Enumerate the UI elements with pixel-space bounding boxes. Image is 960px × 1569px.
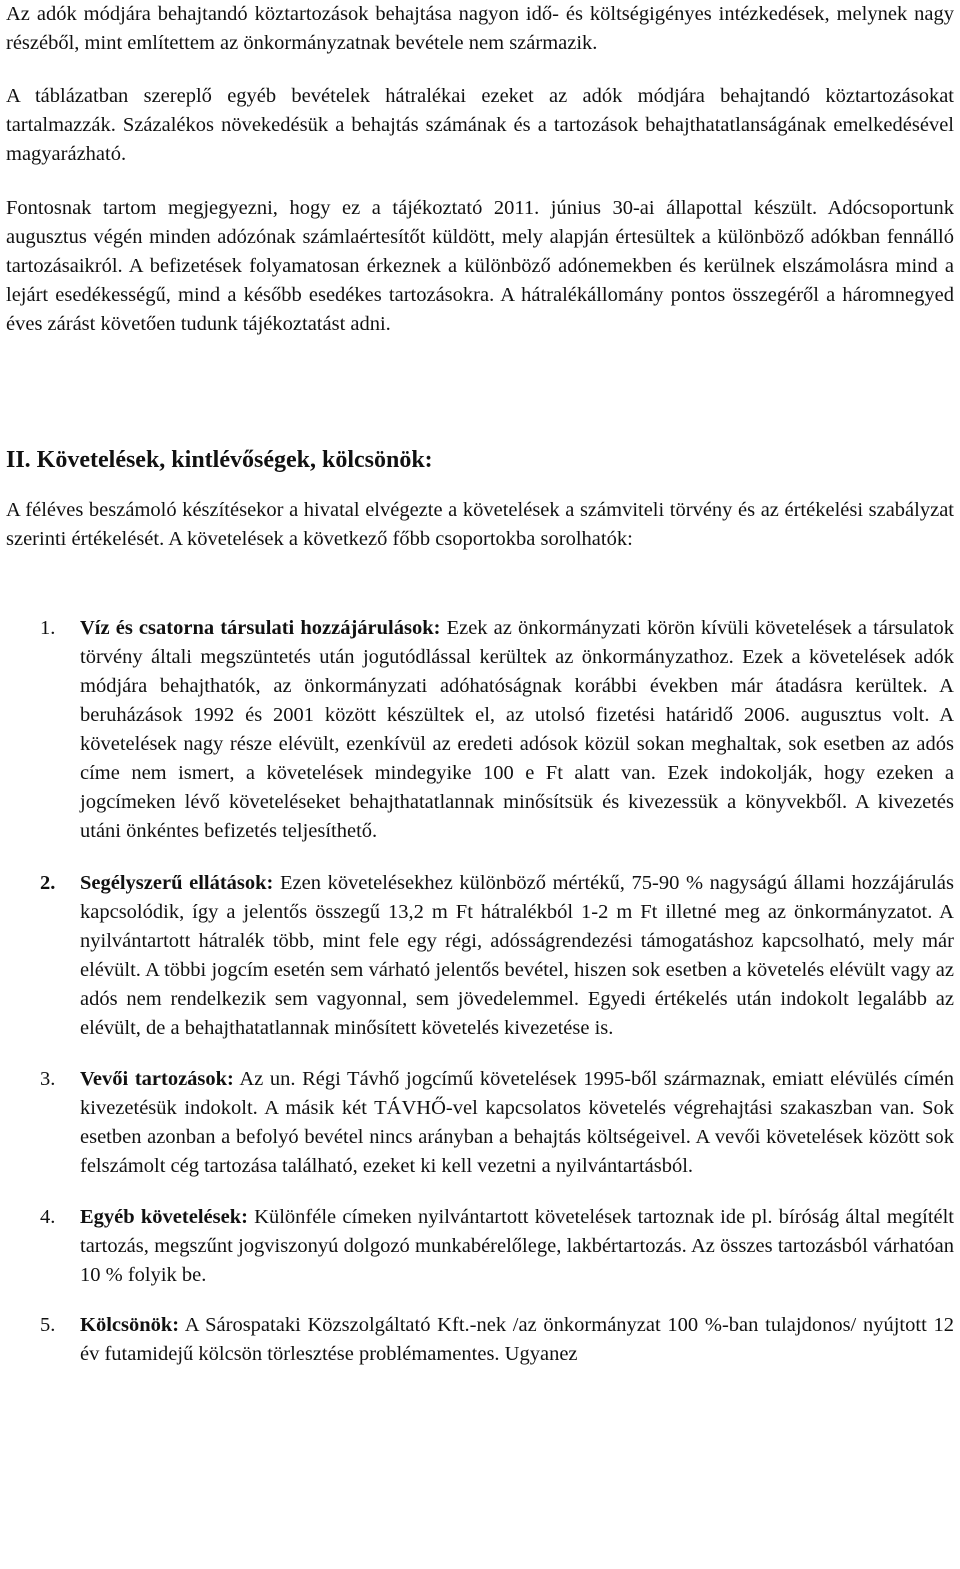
list-item-body [80,1311,954,1369]
list-item-title: Kölcsönök: [80,1314,180,1336]
list-item-viz-csatorna [6,614,954,846]
list-item-kolcsonok [6,1311,954,1369]
list-item-body [80,1203,954,1290]
section-heading: II. Követelések, kintlévőségek, kölcsönök: [6,447,433,473]
list-item-text: Különféle címeken nyilvántartott követelések tartoznak ide pl. bíróság által megítélt tartozás, megszűnt jogviszonyú dolgozó munkabérelőlege, lakbértartozás. Az összes tartozásból várhatóan 10 % folyik be. [80,1206,955,1286]
list-item-text: Az un. Régi Távhő jogcímű követelések 1995-ből származnak, emiatt elévülés címén kivezetésük indokolt. A másik két TÁVHŐ-vel kapcsolatos követelés végrehajtási szakaszban van. Sok esetben azonban a befolyó bevétel nincs arányban a behajtás költségeivel. A vevői követelések között sok felszámolt cég tartozása található, ezeket ki kell vezetni a nyilvántartásból. [80,1068,954,1177]
list-item-number: 4. [40,1206,56,1228]
list-item-text: Ezen követelésekhez különböző mértékű, 75-90 % nagyságú állami hozzájárulás kapcsolódik, így a jelentős összegű 13,2 m Ft hátralékból 1-2 m Ft illetné meg az önkormányzatot. A nyilvántartott hátralék több, mint fele egy régi, adósságrendezési támogatáshoz kapcsolható, mely már elévült. A többi jogcím esetén sem várható jelentős bevétel, hiszen sok esetben a követelés elévült vagy az adós nem rendelkezik sem vagyonnal, sem jövedelemmel. Egyedi értékelés után indokolt legalább az elévült, de a behajthatatlannak minősített követelés kivezetése is. [80,872,954,1039]
list-item-title: Egyéb követelések: [80,1206,248,1228]
list-item-title: Segélyszerű ellátások: [80,872,274,894]
document-page [6,0,954,1369]
list-item-text: A Sárospataki Közszolgáltató Kft.-nek /az önkormányzat 100 %-ban tulajdonos/ nyújtott 12 év futamidejű kölcsön törlesztése problémamentes. Ugyanez [80,1314,954,1365]
list-item-egyeb [6,1203,954,1290]
list-item-text: Ezek az önkormányzati körön kívüli követelések a társulatok törvény általi megszüntetés után jogutódlással kerültek az önkormányzathoz. Ezek a követelések adók módjára behajthatók, az önkormányzati adóhatóságnak korábbi években már átadásra kerültek. A beruházások 1992 és 2001 között készültek el, az utolsó fizetési határidő 2006. augusztus volt. A követelések nagy része elévült, ezenkívül az eredeti adósok közül sokan meghaltak, sok esetben az adós címe nem ismert, a követelések mindegyike 100 e Ft alatt van. Ezek indokolják, hogy ezeken a jogcímeken lévő követeléseket behajthatatlannak minősítsük és kivezessük a könyvekből. A kivezetés utáni önkéntes befizetés teljesíthető. [80,617,954,842]
list-item-title: Víz és csatorna társulati hozzájárulások: [80,617,441,639]
list-item-segelyszeru [6,869,954,1043]
list-item-body [80,869,954,1043]
list-item-title: Vevői tartozások: [80,1068,234,1090]
list-item-body [80,1065,954,1181]
paragraph-tajekoztato: Fontosnak tartom megjegyezni, hogy ez a tájékoztató 2011. június 30-ai állapottal készült. Adócsoportunk augusztus végén minden adózónak számlaértesítőt küldött, mely alapján értesültek a különböző adókban fennálló tartozásaikról. A befizetések folyamatosan érkeznek a különböző adónemekben és kerülnek elszámolásra mind a lejárt esedékességű, mind a később esedékes tartozásokra. A hátralékállomány pontos összegéről a háromnegyed éves zárást követően tudunk tájékoztatást adni. [6,197,954,335]
paragraph-egyeb-bevetelek: A táblázatban szereplő egyéb bevételek hátralékai ezeket az adók módjára behajtandó köztartozásokat tartalmazzák. Százalékos növekedésük a behajtás számának és a tartozások behajthatatlanságának emelkedésével magyarázható. [6,85,954,165]
section-intro: A féléves beszámoló készítésekor a hivatal elvégezte a követelések a számviteli törvény és az értékelési szabályzat szerinti értékelését. A követelések a következő főbb csoportokba sorolhatók: [6,499,954,550]
list-item-number: 2. [40,872,56,894]
list-item-vevoi [6,1065,954,1181]
paragraph-behajtas: Az adók módjára behajtandó köztartozások behajtása nagyon idő- és költségigényes intézkedések, melynek nagy részéből, mint említettem az önkormányzatnak bevétele nem származik. [6,3,954,54]
list-item-number: 1. [40,617,56,639]
list-item-number: 3. [40,1068,56,1090]
list-item-body [80,614,954,846]
list-item-number: 5. [40,1314,56,1336]
